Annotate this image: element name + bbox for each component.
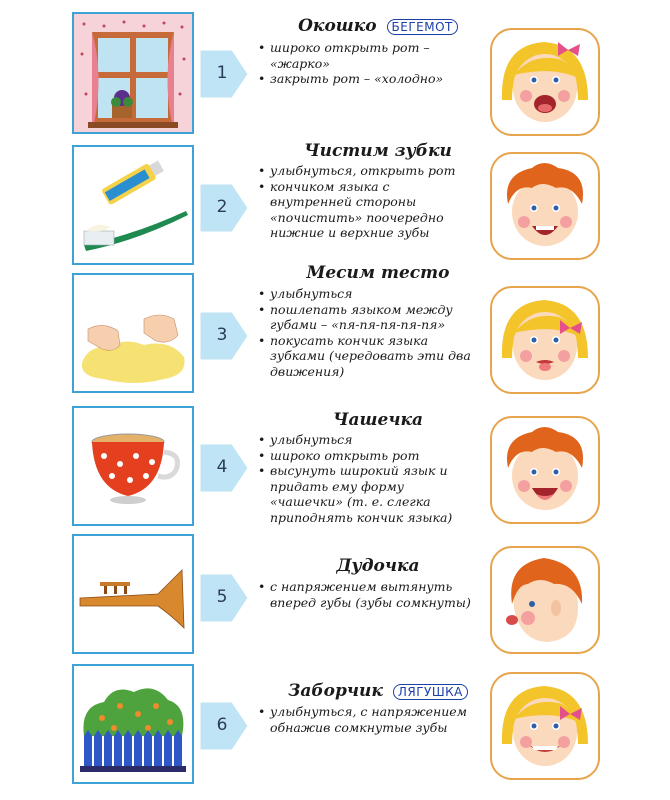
cup-icon xyxy=(74,408,192,524)
pipe-horn-icon xyxy=(74,536,192,652)
face-illustration xyxy=(490,28,600,136)
girl-face-teeth-icon xyxy=(492,674,598,778)
face-illustration xyxy=(490,152,600,260)
step-item: • улыбнуться, с напряжением обнажив сомкнутые зубы xyxy=(258,704,473,735)
step-number: 1 xyxy=(216,63,228,83)
dough-picture xyxy=(72,273,194,393)
face-illustration xyxy=(490,546,600,654)
step-item: • покусать кончик языка зубками (чередовать эти два движения) xyxy=(258,333,473,380)
exercise-title xyxy=(258,556,498,576)
step-number: 3 xyxy=(216,325,228,345)
face-illustration xyxy=(490,672,600,780)
exercise-steps xyxy=(258,40,473,87)
step-badge-5 xyxy=(198,572,250,624)
step-item: • улыбнуться xyxy=(258,286,473,302)
handwritten-note: БЕГЕМОТ xyxy=(387,19,458,35)
step-item: • улыбнуться xyxy=(258,432,473,448)
face-illustration xyxy=(490,416,600,524)
boy-face-smile-icon xyxy=(492,154,598,258)
exercise-steps xyxy=(258,286,473,379)
step-item: • кончиком языка с внутренней стороны «почистить» поочередно нижние и верхние зубы xyxy=(258,179,473,241)
exercise-steps xyxy=(258,704,473,735)
step-number: 4 xyxy=(216,457,228,477)
toothbrush-picture xyxy=(72,145,194,265)
exercise-title-text: Окошко xyxy=(298,16,377,36)
step-item: • закрыть рот – «холодно» xyxy=(258,71,473,87)
step-badge-2 xyxy=(198,182,250,234)
step-badge-1 xyxy=(198,48,250,100)
step-item: • пошлепать языком между губами – «пя-пя-пя-пя-пя» xyxy=(258,302,473,333)
step-item: • улыбнуться, открыть рот xyxy=(258,163,473,179)
exercise-title-text: Заборчик xyxy=(288,681,383,701)
step-badge-4 xyxy=(198,442,250,494)
step-number: 2 xyxy=(216,197,228,217)
boy-face-profile-lips-icon xyxy=(492,548,598,652)
step-number: 5 xyxy=(216,587,228,607)
face-illustration xyxy=(490,286,600,394)
toothbrush-toothpaste-icon xyxy=(74,147,192,263)
pipe-picture xyxy=(72,534,194,654)
fence-bush-icon xyxy=(74,666,192,782)
cup-picture xyxy=(72,406,194,526)
exercise-steps xyxy=(258,163,473,241)
exercise-steps xyxy=(258,432,473,525)
boy-face-cup-tongue-icon xyxy=(492,418,598,522)
exercise-title-text: Месим тесто xyxy=(306,263,450,283)
window-picture xyxy=(72,12,194,134)
exercise-title xyxy=(258,263,498,283)
step-item: • широко открыть рот – «жарко» xyxy=(258,40,473,71)
exercise-title-text: Дудочка xyxy=(336,556,420,576)
step-item: • широко открыть рот xyxy=(258,448,473,464)
window-icon xyxy=(74,14,192,132)
handwritten-note: ЛЯГУШКА xyxy=(393,684,468,700)
girl-face-open-mouth-icon xyxy=(492,30,598,134)
fence-picture xyxy=(72,664,194,784)
hands-dough-icon xyxy=(74,275,192,391)
step-badge-3 xyxy=(198,310,250,362)
exercise-title-text: Чистим зубки xyxy=(304,141,452,161)
exercise-title xyxy=(258,141,498,161)
step-item: • высунуть широкий язык и придать ему форму «чашечки» (т. е. слегка приподнять кончик языка) xyxy=(258,463,473,525)
exercise-title xyxy=(258,16,498,36)
step-number: 6 xyxy=(216,715,228,735)
exercise-title xyxy=(258,410,498,430)
step-item: • с напряжением вытянуть вперед губы (зубы сомкнуты) xyxy=(258,579,473,610)
exercise-title xyxy=(258,681,498,701)
step-badge-6 xyxy=(198,700,250,752)
exercise-steps xyxy=(258,579,473,610)
exercise-title-text: Чашечка xyxy=(332,410,423,430)
girl-face-tongue-icon xyxy=(492,288,598,392)
